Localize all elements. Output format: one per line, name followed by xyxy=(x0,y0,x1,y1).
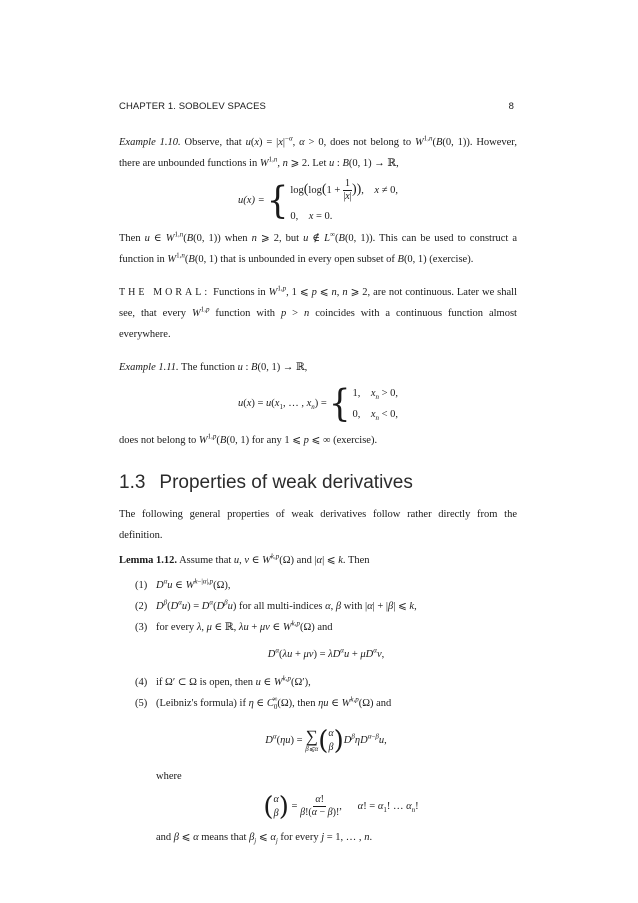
leibniz-display xyxy=(135,714,517,768)
lemma-items xyxy=(119,575,517,848)
binomial: ( α β ) xyxy=(263,791,289,822)
binom-definition: ( α β ) = $\frac{\alpha!}{\beta!(\alpha - \beta)!}$ , α! = $\alpha_1$! … $\alpha_n$! xyxy=(263,791,419,822)
lemma-item-4: (4) if Ω′ ⊂ Ω is open, then u ∈ W$^{k,p}$(Ω′), xyxy=(135,674,311,688)
sum-symbol: ∑ β⩽α xyxy=(305,726,319,753)
binomial: ( α β ) xyxy=(318,725,344,756)
case-2: 0, $x_n < 0$, xyxy=(352,408,399,422)
moral-text: Functions in W$^{1,p}$, 1 ⩽ p ⩽ n, n ⩾ 2, are not continuous. Later we shall see, that every W$^{1,p}$ function with p > n coincides with a continuous function almost everywhere. xyxy=(119,284,518,340)
example-1-11-intro xyxy=(119,357,517,378)
example-label: Example 1.11. xyxy=(119,362,179,373)
formula-lhs: $u(x) = u(x_1$, … , $x_n$) = xyxy=(237,398,327,412)
where-line: where xyxy=(156,770,182,782)
section-number: 1.3 xyxy=(119,472,146,493)
formula-lhs: u(x) = xyxy=(238,195,265,207)
cases xyxy=(290,178,398,224)
section-intro: The following general properties of weak derivatives follow rather directly from the definition. xyxy=(119,508,517,541)
moral-paragraph xyxy=(119,282,517,345)
case-1: 1, $x_n > 0$, xyxy=(352,387,399,401)
section-title: Properties of weak derivatives xyxy=(159,472,413,493)
lemma-item-5: (5) (Leibniz's formula) if η ∈ $C_0^\infty(\Omega)$, then ηu ∈ W$^{k,p}$(Ω) and xyxy=(135,695,392,711)
last-line: and β ⩽ α means that $\beta_j$ ⩽ $\alpha_j$ for every j = 1, … , n. xyxy=(156,831,373,845)
formula-1-10 xyxy=(119,174,517,228)
formula-1-11 xyxy=(119,378,517,430)
para-then: Then u ∈ W$^{1,n}$(B(0, 1)) when n ⩾ 2, but u ∉ L∞(B(0, 1)). This can be used to construct a function in W$^{1,n}$(B(0, 1) that is unbounded in every open subset of B(0, 1) (exercise). xyxy=(119,230,517,265)
lemma-item-1: (1) $D^\alpha u$ ∈ $W^{k-|\alpha|,p}(\Omega)$, xyxy=(135,577,231,591)
item-3-display: $D^\alpha(\lambda u + \mu v) = \lambda D^\alpha u + \mu D^\alpha v$, xyxy=(267,646,385,660)
page-number: 8 xyxy=(508,101,514,112)
example-label: Example 1.10. xyxy=(119,137,181,148)
lemma-label: Lemma 1.12. xyxy=(119,554,178,566)
leibniz-rhs: $D^\beta\eta D^{\alpha-\beta}u$, xyxy=(343,732,387,746)
case-2: 0, x = 0. xyxy=(290,211,333,223)
case-1: log(log(1 + $\frac{1}{|x|}$ )), x ≠ 0, xyxy=(290,178,398,203)
lemma-statement xyxy=(119,550,517,571)
running-header xyxy=(119,101,514,113)
example-1-10-intro xyxy=(119,132,517,174)
left-brace: { xyxy=(266,178,289,223)
lemma-item-3: (3) for every λ, μ ∈ ℝ, λu + μv ∈ W$^{k,p}$(Ω) and xyxy=(135,619,333,633)
lemma-text: Assume that u, v ∈ W$^{k,p}$(Ω) and |α| ⩽ k. Then xyxy=(179,552,370,566)
cases xyxy=(352,387,398,421)
page-body xyxy=(119,132,517,848)
example-text: The function u : B(0, 1) → ℝ, xyxy=(181,362,308,373)
lemma-item-2: (2) $D^\beta(D^\alpha u) = D^\alpha(D^\beta u)$ for all multi-indices α, β with |α| + |β| ⩽ k, xyxy=(135,598,417,612)
chapter-title: CHAPTER 1. SOBOLEV SPACES xyxy=(119,101,266,112)
moral-label: THE MORAL: xyxy=(119,287,211,298)
binom-fraction: $\frac{\alpha!}{\beta!(\alpha - \beta)!}$ xyxy=(300,794,340,819)
section-heading xyxy=(119,471,517,496)
example-1-11-outro: does not belong to W$^{1,p}$(B(0, 1) for any 1 ⩽ p ⩽ ∞ (exercise). xyxy=(119,432,378,446)
leibniz-lhs: $D^\alpha(\eta u)$ = xyxy=(265,732,306,746)
example-text: Observe, that $u(x) = |x|^{-\alpha}$, α > 0, does not belong to W$^{1,n}$(B(0, 1)). However, there are unbounded functions in W$^{1,n}$, n ⩾ 2. Let u : B(0, 1) → ℝ, xyxy=(119,134,518,169)
left-brace: { xyxy=(328,382,351,426)
